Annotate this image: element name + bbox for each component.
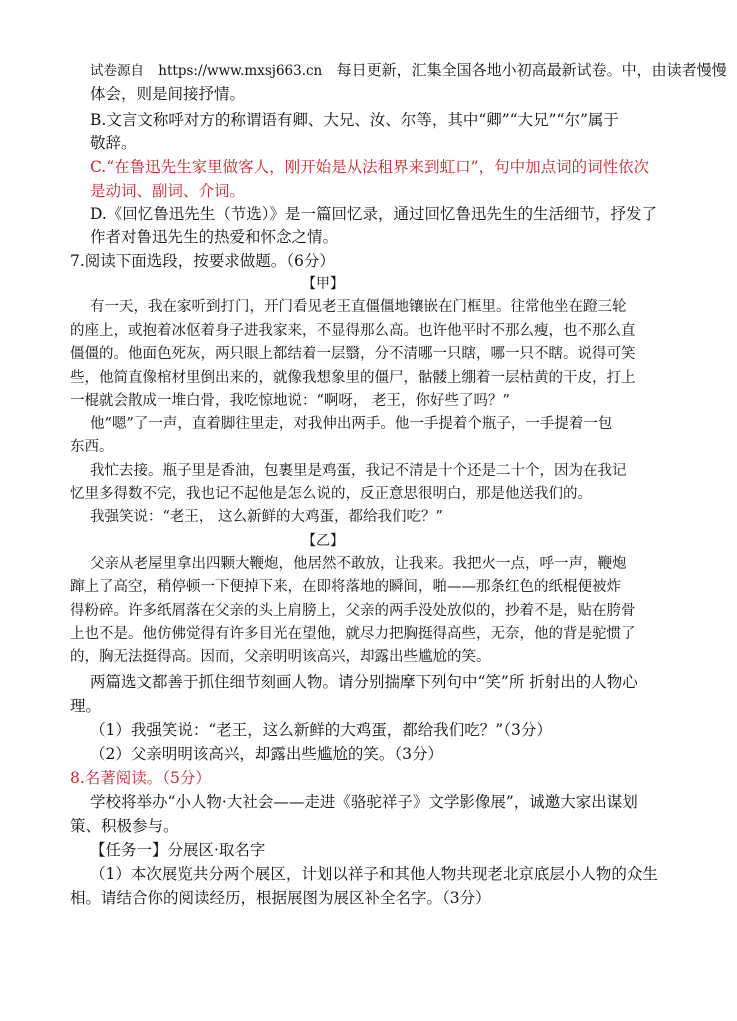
option-b-line2: 敬辞。: [90, 134, 137, 152]
option-d-line2: 作者对鲁迅先生的热爱和怀念之情。: [90, 228, 339, 246]
passage-jia-line: 僵僵的。他面色死灰，两只眼上都结着一层翳，分不清哪一只瞎，哪一只不瞎。说得可笑: [70, 346, 636, 362]
task-one-heading: 【任务一】分展区·取名字: [90, 841, 266, 859]
option-c-line2: 是动词、副词、介词。: [90, 182, 246, 200]
passage-yi-line: 蹿上了高空，稍停顿一下便掉下来，在即将落地的瞬间，啪——那条红色的纸棍便被炸: [70, 579, 621, 595]
option-d-line1: D.《回忆鲁迅先生（节选）》是一篇回忆录，通过回忆鲁迅先生的生活细节，抒发了: [90, 205, 658, 223]
question-7-sub-1: （1）我强笑说：“老王，这么新鲜的大鸡蛋，都给我们吃？”（3分）: [90, 721, 552, 739]
source-header: [90, 60, 727, 81]
passage-yi-line: 的，胸无法挺得高。因而，父亲明明该高兴，却露出些尴尬的笑。: [70, 649, 491, 665]
passage-jia-line: 一棍就会散成一堆白骨，我吃惊地说：“啊呀， 老王，你好些了吗？”: [70, 393, 510, 409]
passage-jia-line: 东西。: [70, 439, 114, 455]
passage-jia-line: 忆里多得数不完，我也记不起他是怎么说的，反正意思很明白，那是他送我们的。: [70, 486, 592, 502]
passage-jia-line: 些，他简直像棺材里倒出来的，就像我想象里的僵尸，骷髅上绷着一层枯黄的干皮，打上: [70, 370, 636, 386]
question-8-title: 8.名著阅读。（5分）: [70, 769, 211, 787]
passage-yi-line: 得粉碎。许多纸屑落在父亲的头上肩膀上，父亲的两手没处放似的，抄着不是，贴在胯骨: [70, 603, 636, 619]
question-7-prompt-cont: 理。: [70, 697, 102, 715]
passage-yi-line: 父亲从老屋里拿出四颗大鞭炮，他居然不敢放，让我来。我把火一点，呼一声，鞭炮: [90, 556, 627, 572]
question-7-prompt: 两篇选文都善于抓住细节刻画人物。请分别揣摩下列句中“笑”所 折射出的人物心: [90, 673, 638, 691]
option-c-line1: C.“在鲁迅先生家里做客人，刚开始是从法租界来到虹口”，句中加点词的词性依次: [90, 158, 650, 176]
source-note: 每日更新，汇集全国各地小初高最新试卷。中，由读者慢慢: [336, 61, 727, 79]
source-url[interactable]: https://www.mxsj663.cn: [158, 63, 323, 79]
option-b-line1: B.文言文称呼对方的称谓语有卿、大兄、汝、尔等，其中“卿”“大兄”“尔”属于: [90, 111, 619, 129]
text-line: 体会，则是间接抒情。: [90, 85, 246, 103]
passage-yi-line: 上也不是。他仿佛觉得有许多目光在望他，就尽力把胸挺得高些，无奈，他的背是驼惯了: [70, 626, 636, 642]
passage-yi-heading: 【乙】: [302, 533, 344, 549]
task-one-text: （1）本次展览共分两个展区，计划以祥子和其他人物共现老北京底层小人物的众生: [90, 865, 658, 883]
question-8-intro: 学校将举办“小人物·大社会——走进《骆驼祥子》文学影像展”，诚邀大家出谋划: [90, 793, 638, 811]
passage-jia-heading: 【甲】: [302, 276, 344, 292]
question-7-sub-2: （2）父亲明明该高兴，却露出些尴尬的笑。（3分）: [90, 745, 443, 763]
question-7-title: 7.阅读下面选段，按要求做题。（6分）: [70, 252, 335, 270]
passage-jia-line: 的座上，或抱着冰伛着身子进我家来，不显得那么高。也许他平时不那么瘦，也不那么直: [70, 323, 636, 339]
passage-jia-line: 我强笑说：“老王， 这么新鲜的大鸡蛋，都给我们吃？”: [90, 509, 443, 525]
passage-jia-line: 他“嗯”了一声，直着脚往里走，对我伸出两手。他一手提着个瓶子，一手提着一包: [90, 416, 613, 432]
passage-jia-line: 我忙去接。瓶子里是香油，包裹里是鸡蛋，我记不清是十个还是二十个，因为在我记: [90, 463, 627, 479]
source-label: 试卷源自: [90, 63, 144, 79]
question-8-intro-cont: 策、积极参与。: [70, 817, 179, 835]
passage-jia-line: 有一天，我在家听到打门，开门看见老王直僵僵地镶嵌在门框里。往常他坐在蹬三轮: [90, 299, 627, 315]
task-one-text-cont: 相。请结合你的阅读经历，根据展图为展区补全名字。（3分）: [70, 889, 491, 907]
